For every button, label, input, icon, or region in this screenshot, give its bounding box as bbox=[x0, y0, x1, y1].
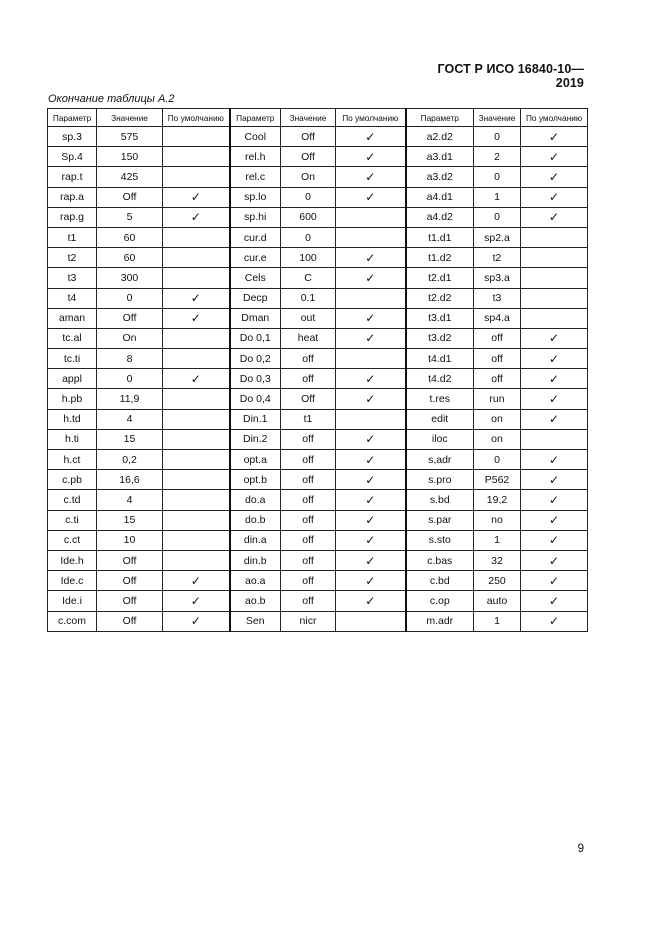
default-cell: ✓ bbox=[521, 591, 588, 611]
header-parameter: Параметр bbox=[48, 109, 97, 127]
default-cell: ✓ bbox=[336, 268, 406, 288]
value-cell: off bbox=[281, 470, 336, 490]
default-cell bbox=[163, 349, 230, 369]
header-parameter: Параметр bbox=[230, 109, 281, 127]
parameter-cell: a3.d2 bbox=[406, 167, 474, 187]
value-cell: 1 bbox=[474, 187, 521, 207]
parameter-cell: rap.a bbox=[48, 187, 97, 207]
value-cell: 60 bbox=[97, 227, 163, 247]
default-cell bbox=[336, 227, 406, 247]
value-cell: Off bbox=[97, 187, 163, 207]
table-row bbox=[48, 268, 588, 288]
default-cell: ✓ bbox=[521, 147, 588, 167]
parameter-cell: Din.2 bbox=[230, 429, 281, 449]
value-cell: 5 bbox=[97, 207, 163, 227]
default-cell bbox=[163, 248, 230, 268]
default-cell: ✓ bbox=[521, 167, 588, 187]
parameter-cell: t1.d2 bbox=[406, 248, 474, 268]
value-cell: out bbox=[281, 308, 336, 328]
value-cell: off bbox=[281, 591, 336, 611]
value-cell: Off bbox=[281, 389, 336, 409]
parameter-cell: Ide.c bbox=[48, 571, 97, 591]
default-cell bbox=[163, 389, 230, 409]
value-cell: 0 bbox=[97, 288, 163, 308]
value-cell: P562 bbox=[474, 470, 521, 490]
default-cell bbox=[521, 429, 588, 449]
table-row bbox=[48, 470, 588, 490]
parameter-cell: rap.t bbox=[48, 167, 97, 187]
value-cell: Off bbox=[97, 571, 163, 591]
value-cell: 300 bbox=[97, 268, 163, 288]
parameter-cell: din.b bbox=[230, 550, 281, 570]
table-row bbox=[48, 490, 588, 510]
table-row bbox=[48, 530, 588, 550]
table-row bbox=[48, 248, 588, 268]
value-cell: 0 bbox=[474, 450, 521, 470]
parameter-cell: ao.b bbox=[230, 591, 281, 611]
default-cell bbox=[336, 409, 406, 429]
default-cell: ✓ bbox=[336, 510, 406, 530]
parameter-cell: c.ti bbox=[48, 510, 97, 530]
value-cell: on bbox=[474, 409, 521, 429]
default-cell: ✓ bbox=[163, 591, 230, 611]
default-cell: ✓ bbox=[336, 308, 406, 328]
parameter-cell: t3 bbox=[48, 268, 97, 288]
parameter-cell: rap.g bbox=[48, 207, 97, 227]
value-cell: off bbox=[474, 369, 521, 389]
value-cell: off bbox=[281, 550, 336, 570]
parameter-cell: tc.ti bbox=[48, 349, 97, 369]
value-cell: heat bbox=[281, 328, 336, 348]
value-cell: off bbox=[281, 510, 336, 530]
value-cell: 575 bbox=[97, 127, 163, 147]
value-cell: Off bbox=[97, 550, 163, 570]
parameter-cell: Cels bbox=[230, 268, 281, 288]
parameter-cell: t.res bbox=[406, 389, 474, 409]
value-cell: 11,9 bbox=[97, 389, 163, 409]
default-cell bbox=[163, 450, 230, 470]
default-cell: ✓ bbox=[521, 510, 588, 530]
default-cell: ✓ bbox=[521, 611, 588, 631]
parameter-cell: sp.hi bbox=[230, 207, 281, 227]
value-cell: 1 bbox=[474, 530, 521, 550]
parameter-cell: t2.d2 bbox=[406, 288, 474, 308]
value-cell: Off bbox=[97, 611, 163, 631]
parameter-cell: c.bd bbox=[406, 571, 474, 591]
default-cell: ✓ bbox=[521, 349, 588, 369]
parameter-cell: m.adr bbox=[406, 611, 474, 631]
default-cell bbox=[163, 127, 230, 147]
default-cell bbox=[163, 147, 230, 167]
value-cell: off bbox=[474, 328, 521, 348]
value-cell: 0,2 bbox=[97, 450, 163, 470]
parameter-cell: rel.h bbox=[230, 147, 281, 167]
parameter-cell: t3.d2 bbox=[406, 328, 474, 348]
value-cell: 1 bbox=[474, 611, 521, 631]
value-cell: 150 bbox=[97, 147, 163, 167]
parameter-cell: s.par bbox=[406, 510, 474, 530]
parameter-cell: Sen bbox=[230, 611, 281, 631]
value-cell: t3 bbox=[474, 288, 521, 308]
parameter-cell: c.ct bbox=[48, 530, 97, 550]
parameter-cell: Din.1 bbox=[230, 409, 281, 429]
default-cell bbox=[163, 268, 230, 288]
table-row bbox=[48, 611, 588, 631]
value-cell: Off bbox=[97, 308, 163, 328]
parameter-cell: t4.d2 bbox=[406, 369, 474, 389]
default-cell bbox=[336, 349, 406, 369]
table-row bbox=[48, 187, 588, 207]
table-row bbox=[48, 591, 588, 611]
default-cell bbox=[163, 429, 230, 449]
parameter-cell: t2.d1 bbox=[406, 268, 474, 288]
table-row bbox=[48, 227, 588, 247]
value-cell: no bbox=[474, 510, 521, 530]
parameter-cell: tc.al bbox=[48, 328, 97, 348]
parameter-cell: t1 bbox=[48, 227, 97, 247]
parameter-cell: h.td bbox=[48, 409, 97, 429]
parameter-cell: opt.a bbox=[230, 450, 281, 470]
table-row bbox=[48, 409, 588, 429]
value-cell: t1 bbox=[281, 409, 336, 429]
default-cell: ✓ bbox=[336, 328, 406, 348]
parameter-cell: do.a bbox=[230, 490, 281, 510]
default-cell: ✓ bbox=[336, 167, 406, 187]
value-cell: 19,2 bbox=[474, 490, 521, 510]
parameter-cell: aman bbox=[48, 308, 97, 328]
table-row bbox=[48, 288, 588, 308]
default-cell: ✓ bbox=[336, 127, 406, 147]
table-header-row bbox=[48, 109, 588, 127]
default-cell: ✓ bbox=[521, 550, 588, 570]
default-cell bbox=[521, 288, 588, 308]
header-default: По умолчанию bbox=[521, 109, 588, 127]
default-cell bbox=[336, 611, 406, 631]
value-cell: 0 bbox=[474, 207, 521, 227]
default-cell bbox=[163, 490, 230, 510]
default-cell: ✓ bbox=[521, 328, 588, 348]
parameter-cell: sp.3 bbox=[48, 127, 97, 147]
default-cell: ✓ bbox=[521, 207, 588, 227]
parameter-cell: appl bbox=[48, 369, 97, 389]
parameter-cell: cur.e bbox=[230, 248, 281, 268]
value-cell: t2 bbox=[474, 248, 521, 268]
value-cell: off bbox=[281, 369, 336, 389]
default-cell bbox=[163, 227, 230, 247]
parameter-cell: a4.d2 bbox=[406, 207, 474, 227]
default-cell bbox=[163, 510, 230, 530]
default-cell: ✓ bbox=[521, 490, 588, 510]
parameter-cell: c.com bbox=[48, 611, 97, 631]
header-default: По умолчанию bbox=[336, 109, 406, 127]
default-cell bbox=[521, 308, 588, 328]
default-cell bbox=[521, 248, 588, 268]
default-cell: ✓ bbox=[336, 571, 406, 591]
value-cell: auto bbox=[474, 591, 521, 611]
parameter-cell: Sp.4 bbox=[48, 147, 97, 167]
value-cell: 4 bbox=[97, 409, 163, 429]
parameter-cell: c.pb bbox=[48, 470, 97, 490]
default-cell: ✓ bbox=[521, 389, 588, 409]
default-cell: ✓ bbox=[521, 530, 588, 550]
value-cell: on bbox=[474, 429, 521, 449]
parameter-cell: a3.d1 bbox=[406, 147, 474, 167]
parameter-cell: Dman bbox=[230, 308, 281, 328]
header-value: Значение bbox=[474, 109, 521, 127]
default-cell: ✓ bbox=[163, 207, 230, 227]
default-cell bbox=[521, 227, 588, 247]
default-cell bbox=[163, 328, 230, 348]
value-cell: off bbox=[281, 490, 336, 510]
value-cell: 15 bbox=[97, 429, 163, 449]
default-cell bbox=[163, 550, 230, 570]
parameter-cell: t1.d1 bbox=[406, 227, 474, 247]
parameter-cell: t3.d1 bbox=[406, 308, 474, 328]
value-cell: off bbox=[281, 450, 336, 470]
default-cell: ✓ bbox=[336, 147, 406, 167]
default-cell bbox=[521, 268, 588, 288]
default-cell: ✓ bbox=[336, 187, 406, 207]
default-cell bbox=[163, 470, 230, 490]
default-cell: ✓ bbox=[163, 571, 230, 591]
table-body bbox=[48, 127, 588, 632]
value-cell: 4 bbox=[97, 490, 163, 510]
table-row bbox=[48, 510, 588, 530]
value-cell: 2 bbox=[474, 147, 521, 167]
parameter-cell: rel.c bbox=[230, 167, 281, 187]
parameter-cell: Ide.i bbox=[48, 591, 97, 611]
value-cell: off bbox=[474, 349, 521, 369]
default-cell: ✓ bbox=[163, 308, 230, 328]
parameter-cell: Do 0,4 bbox=[230, 389, 281, 409]
parameter-cell: Do 0,2 bbox=[230, 349, 281, 369]
value-cell: 0 bbox=[474, 167, 521, 187]
value-cell: sp4.a bbox=[474, 308, 521, 328]
value-cell: 8 bbox=[97, 349, 163, 369]
parameter-cell: Decp bbox=[230, 288, 281, 308]
default-cell bbox=[163, 409, 230, 429]
value-cell: 32 bbox=[474, 550, 521, 570]
default-cell: ✓ bbox=[521, 187, 588, 207]
parameter-cell: h.ct bbox=[48, 450, 97, 470]
value-cell: 600 bbox=[281, 207, 336, 227]
page-number: 9 bbox=[577, 843, 584, 855]
standard-designation: ГОСТ Р ИСО 16840-10—2019 bbox=[437, 62, 584, 90]
parameter-cell: s.sto bbox=[406, 530, 474, 550]
parameter-cell: c.td bbox=[48, 490, 97, 510]
value-cell: off bbox=[281, 349, 336, 369]
value-cell: 250 bbox=[474, 571, 521, 591]
default-cell: ✓ bbox=[336, 369, 406, 389]
default-cell: ✓ bbox=[163, 288, 230, 308]
parameter-cell: h.pb bbox=[48, 389, 97, 409]
header-parameter: Параметр bbox=[406, 109, 474, 127]
default-cell: ✓ bbox=[336, 248, 406, 268]
table-row bbox=[48, 308, 588, 328]
default-cell: ✓ bbox=[163, 187, 230, 207]
value-cell: 15 bbox=[97, 510, 163, 530]
parameter-cell: t4.d1 bbox=[406, 349, 474, 369]
value-cell: 0.1 bbox=[281, 288, 336, 308]
table-row bbox=[48, 450, 588, 470]
value-cell: 0 bbox=[474, 127, 521, 147]
parameter-cell: iloc bbox=[406, 429, 474, 449]
default-cell bbox=[336, 288, 406, 308]
table-row bbox=[48, 571, 588, 591]
value-cell: off bbox=[281, 571, 336, 591]
default-cell: ✓ bbox=[336, 490, 406, 510]
default-cell: ✓ bbox=[336, 389, 406, 409]
table-row bbox=[48, 207, 588, 227]
value-cell: C bbox=[281, 268, 336, 288]
header-value: Значение bbox=[97, 109, 163, 127]
header-value: Значение bbox=[281, 109, 336, 127]
parameter-cell: a4.d1 bbox=[406, 187, 474, 207]
default-cell: ✓ bbox=[521, 369, 588, 389]
default-cell: ✓ bbox=[336, 450, 406, 470]
default-cell: ✓ bbox=[336, 550, 406, 570]
value-cell: sp2.a bbox=[474, 227, 521, 247]
default-cell: ✓ bbox=[521, 571, 588, 591]
value-cell: 16,6 bbox=[97, 470, 163, 490]
parameter-cell: opt.b bbox=[230, 470, 281, 490]
value-cell: nicr bbox=[281, 611, 336, 631]
parameter-cell: c.op bbox=[406, 591, 474, 611]
default-cell bbox=[163, 167, 230, 187]
default-cell: ✓ bbox=[336, 429, 406, 449]
parameter-cell: Do 0,1 bbox=[230, 328, 281, 348]
default-cell bbox=[163, 530, 230, 550]
parameter-cell: t2 bbox=[48, 248, 97, 268]
parameter-cell: t4 bbox=[48, 288, 97, 308]
default-cell: ✓ bbox=[521, 450, 588, 470]
table-row bbox=[48, 389, 588, 409]
table-row bbox=[48, 349, 588, 369]
table-row bbox=[48, 550, 588, 570]
parameter-cell: h.ti bbox=[48, 429, 97, 449]
default-cell: ✓ bbox=[521, 470, 588, 490]
default-cell bbox=[336, 207, 406, 227]
parameter-cell: ao.a bbox=[230, 571, 281, 591]
default-cell: ✓ bbox=[336, 470, 406, 490]
parameter-cell: s.pro bbox=[406, 470, 474, 490]
parameter-cell: Do 0,3 bbox=[230, 369, 281, 389]
value-cell: 60 bbox=[97, 248, 163, 268]
header-default: По умолчанию bbox=[163, 109, 230, 127]
value-cell: Off bbox=[281, 127, 336, 147]
parameter-cell: din.a bbox=[230, 530, 281, 550]
value-cell: 0 bbox=[97, 369, 163, 389]
parameter-cell: edit bbox=[406, 409, 474, 429]
parameter-cell: s.bd bbox=[406, 490, 474, 510]
default-cell: ✓ bbox=[521, 127, 588, 147]
value-cell: sp3.a bbox=[474, 268, 521, 288]
default-cell: ✓ bbox=[521, 409, 588, 429]
value-cell: 10 bbox=[97, 530, 163, 550]
table-row bbox=[48, 127, 588, 147]
table-row bbox=[48, 429, 588, 449]
parameters-table bbox=[47, 108, 588, 632]
table-row bbox=[48, 369, 588, 389]
parameter-cell: cur.d bbox=[230, 227, 281, 247]
value-cell: run bbox=[474, 389, 521, 409]
parameter-cell: s,adr bbox=[406, 450, 474, 470]
default-cell: ✓ bbox=[163, 369, 230, 389]
parameter-cell: do.b bbox=[230, 510, 281, 530]
table-row bbox=[48, 167, 588, 187]
value-cell: Off bbox=[97, 591, 163, 611]
parameter-cell: Ide.h bbox=[48, 550, 97, 570]
value-cell: 425 bbox=[97, 167, 163, 187]
default-cell: ✓ bbox=[163, 611, 230, 631]
table-caption: Окончание таблицы А.2 bbox=[48, 93, 175, 105]
value-cell: off bbox=[281, 530, 336, 550]
value-cell: Off bbox=[281, 147, 336, 167]
value-cell: off bbox=[281, 429, 336, 449]
value-cell: On bbox=[97, 328, 163, 348]
value-cell: 0 bbox=[281, 187, 336, 207]
parameter-cell: a2.d2 bbox=[406, 127, 474, 147]
parameter-cell: Cool bbox=[230, 127, 281, 147]
value-cell: 100 bbox=[281, 248, 336, 268]
table-row bbox=[48, 147, 588, 167]
default-cell: ✓ bbox=[336, 530, 406, 550]
parameter-cell: c.bas bbox=[406, 550, 474, 570]
value-cell: On bbox=[281, 167, 336, 187]
parameter-cell: sp.lo bbox=[230, 187, 281, 207]
default-cell: ✓ bbox=[336, 591, 406, 611]
table-row bbox=[48, 328, 588, 348]
value-cell: 0 bbox=[281, 227, 336, 247]
